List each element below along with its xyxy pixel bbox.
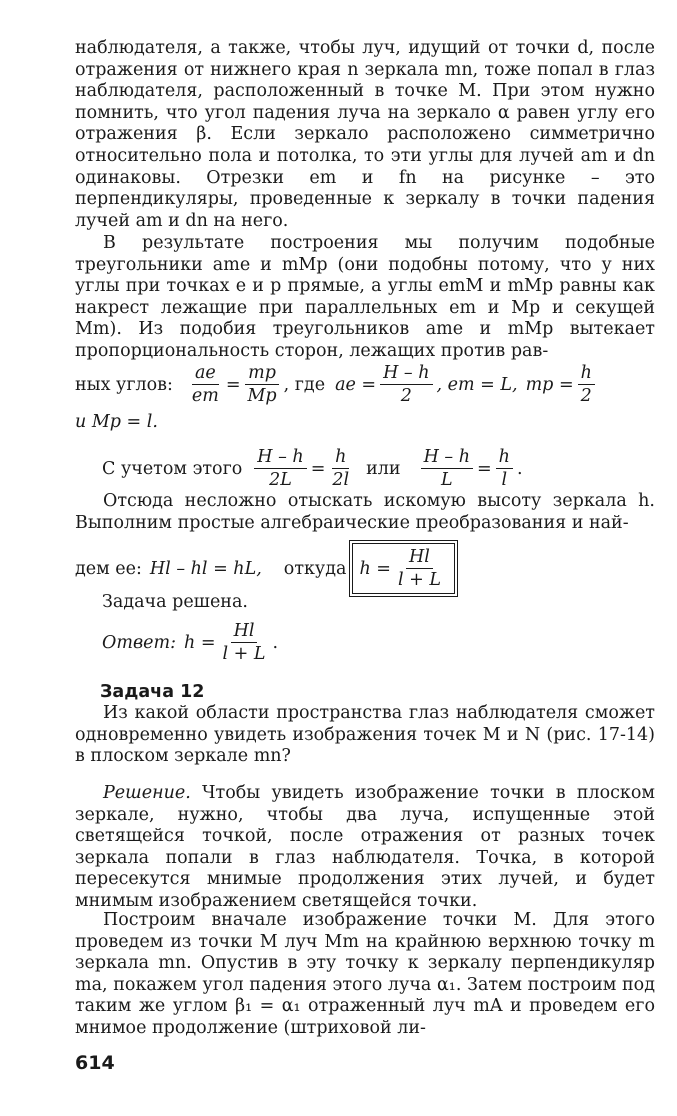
equation-proportion [75, 362, 660, 407]
equation-with-this [102, 446, 677, 491]
denominator: 2 [400, 386, 412, 406]
answer-label: Ответ: [102, 632, 176, 653]
denominator: 2L [269, 470, 292, 490]
fraction-Hl-l-L [395, 546, 444, 591]
h-term: h = [359, 558, 391, 579]
paragraph-6: Построим вначале изображение точки M. Для этого проведем из точки M луч Mm на крайнюю верхнюю точку m зеркала mn. Опустив в эту точку к зеркалу перпендикуляр ma, покажем угол падения этого луча α₁. Затем построим под таким же углом β₁ = α₁ отраженный луч mA и проведем его мнимое продолжение (штриховой ли- [75, 910, 655, 1038]
equation-expression: Hl – hl = hL, [149, 558, 262, 579]
task-heading: Задача 12 [100, 682, 205, 702]
denominator: l + L [222, 644, 266, 664]
denominator: em [191, 386, 219, 406]
fraction-mp-Mp [245, 362, 280, 407]
numerator: Hl [231, 620, 258, 643]
fraction-H-h-L [421, 446, 473, 491]
equals-sign: = [225, 374, 241, 395]
equals-sign: = [477, 458, 492, 479]
fraction-h-2l [329, 446, 352, 491]
numerator: mp [245, 362, 279, 385]
numerator: ae [192, 362, 219, 385]
numerator: H – h [380, 362, 432, 385]
fraction-Hl-l-L [219, 620, 268, 665]
h-term: h = [183, 632, 216, 653]
solved-text: Задача решена. [102, 592, 248, 612]
whence-text: откуда [283, 558, 347, 579]
em-term: , em = L, [436, 374, 518, 395]
period: . [516, 458, 523, 479]
page-number: 614 [75, 1052, 115, 1074]
denominator: L [440, 470, 453, 490]
numerator: H – h [254, 446, 306, 469]
paragraph-1: наблюдателя, а также, чтобы луч, идущий от точки d, после отражения от нижнего края n зеркала mn, тоже попал в глаз наблюдателя, расположенный в точке M. При этом нужно помнить, что угол падения луча на зеркало α равен углу его отражения β. Если зеркало расположено симметрично относительно пола и потолка, то эти углы для лучей am и dn одинаковы. Отрезки em и fn на рисунке – это перпендикуляры, проведенные к зеркалу в точки падения лучей am и dn на него. [75, 38, 655, 231]
numerator: H – h [421, 446, 473, 469]
fraction-H-h-2L [254, 446, 306, 491]
solution-label: Решение. [103, 783, 191, 803]
equation-result [75, 543, 660, 594]
fraction-ae-em [189, 362, 222, 407]
mp-term: mp = [525, 374, 574, 395]
denominator: 2l [332, 470, 350, 490]
eq3-lead: дем ее: [75, 558, 142, 579]
answer-formula [102, 620, 677, 665]
fraction-h-l [496, 446, 513, 491]
ae-term: ae = [335, 374, 377, 395]
paragraph-2: В результате построения мы получим подобные треугольники ame и mMp (они подобны потому, что у них углы при точках e и p прямые, а углы emM и mMp равны как накрест лежащие при параллельных em и Mp и секущей Mm). Из подобия треугольников ame и mMp вытекает пропорциональность сторон, лежащих против рав- [75, 233, 655, 361]
paragraph-3: Отсюда несложно отыскать искомую высоту зеркала h. Выполним простые алгебраические преобразования и най- [75, 491, 655, 533]
eq1-lead: ных углов: [75, 374, 173, 395]
equation-continuation: и Mp = l. [75, 412, 158, 432]
denominator: Mp [247, 386, 277, 406]
where-text: , где [283, 374, 326, 395]
fraction-h-2 [578, 362, 595, 407]
boxed-formula [352, 543, 455, 594]
numerator: h [578, 362, 595, 385]
equals-sign: = [310, 458, 326, 479]
denominator: l + L [397, 570, 441, 590]
paragraph-5 [75, 783, 655, 913]
numerator: h [332, 446, 349, 469]
numerator: Hl [406, 546, 433, 569]
period: . [272, 632, 279, 653]
solution-text: Чтобы увидеть изображение точки в плоском зеркале, нужно, чтобы два луча, испущенные этой светящейся точкой, после отражения от разных точек зеркала попали в глаз наблюдателя. Точка, в которой пересекутся мнимые продолжения этих лучей, и будет мнимым изображением светящейся точки. [75, 783, 655, 911]
denominator: 2 [580, 386, 592, 406]
fraction-H-h-2 [380, 362, 432, 407]
paragraph-4: Из какой области пространства глаз наблюдателя сможет одновременно увидеть изображения точек M и N (рис. 17-14) в плоском зеркале mn? [75, 703, 655, 767]
numerator: h [496, 446, 513, 469]
eq2-lead: С учетом этого [102, 458, 243, 479]
or-text: или [366, 458, 401, 479]
denominator: l [501, 470, 508, 490]
